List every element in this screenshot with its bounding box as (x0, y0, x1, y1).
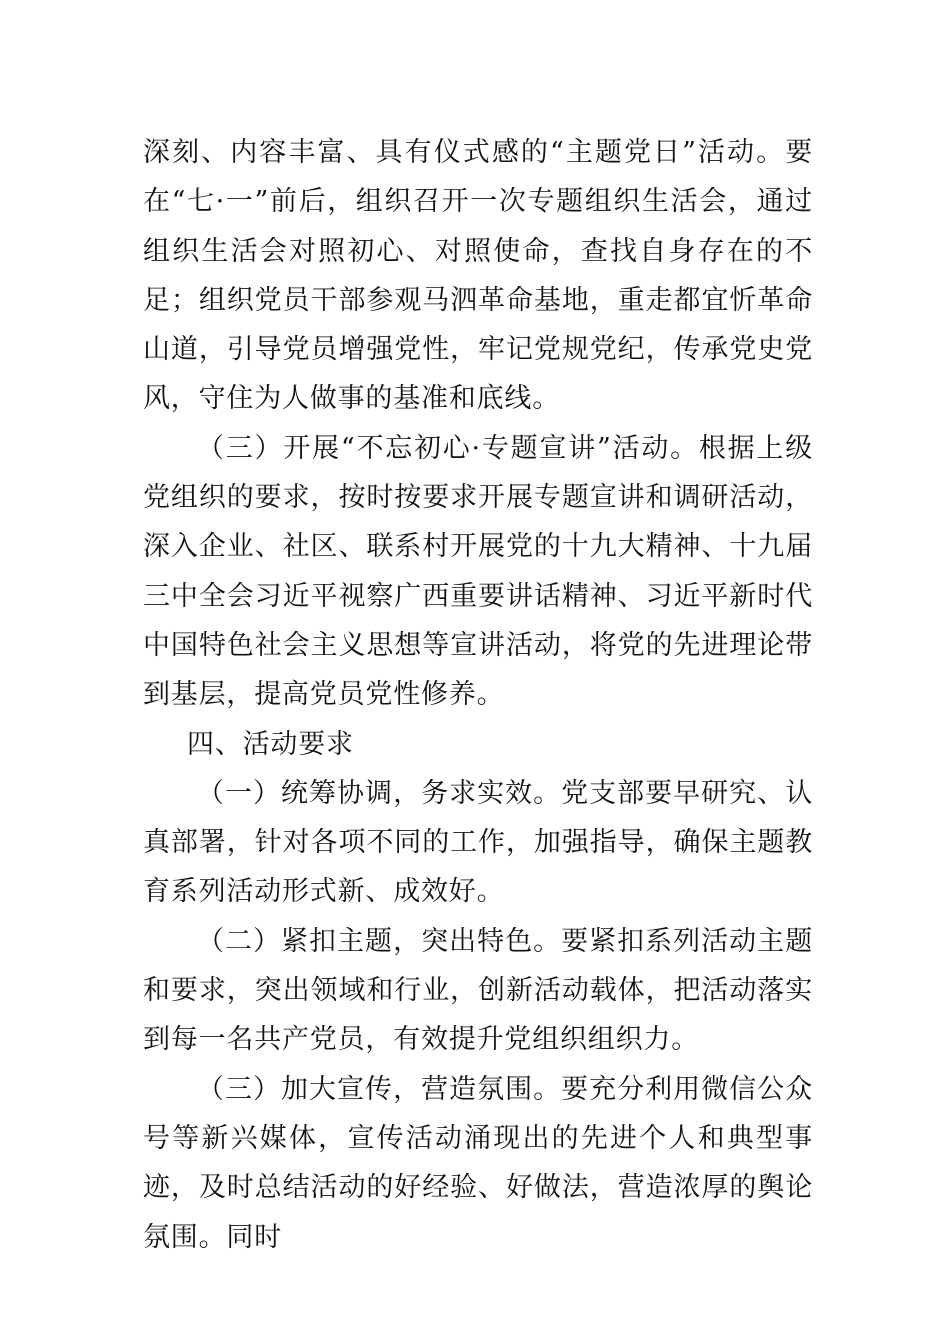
paragraph-section-3-lecture: （三）开展“不忘初心·专题宣讲”活动。根据上级党组织的要求，按时按要求开展专题宣讲和调研活动，深入企业、社区、联系村开展党的十九大精神、十九届三中全会习近平视察广西重要讲话精神、习近平新时代中国特色社会主义思想等宣讲活动，将党的先进理论带到基层，提高党员党性修养。 (143, 432, 813, 711)
document-body (143, 128, 813, 1262)
paragraph-requirement-2: （二）紧扣主题，突出特色。要紧扣系列活动主题和要求，突出领域和行业，创新活动载体，把活动落实到每一名共产党员，有效提升党组织组织力。 (143, 925, 813, 1056)
section-heading-requirements: 四、活动要求 (187, 728, 354, 760)
paragraph-requirement-3: （三）加大宣传，营造氛围。要充分利用微信公众号等新兴媒体，宣传活动涌现出的先进个人和典型事迹，及时总结活动的好经验、好做法，营造浓厚的舆论氛围。同时 (143, 1073, 813, 1253)
paragraph-continued: 深刻、内容丰富、具有仪式感的“主题党日”活动。要在“七·一”前后，组织召开一次专题组织生活会，通过组织生活会对照初心、对照使命，查找自身存在的不足；组织党员干部参观马泗革命基地，重走都宜忻革命山道，引导党员增强党性，牢记党规党纪，传承党史党风，守住为人做事的基准和底线。 (143, 137, 813, 415)
paragraph-requirement-1: （一）统筹协调，务求实效。党支部要早研究、认真部署，针对各项不同的工作，加强指导，确保主题教育系列活动形式新、成效好。 (143, 777, 813, 908)
